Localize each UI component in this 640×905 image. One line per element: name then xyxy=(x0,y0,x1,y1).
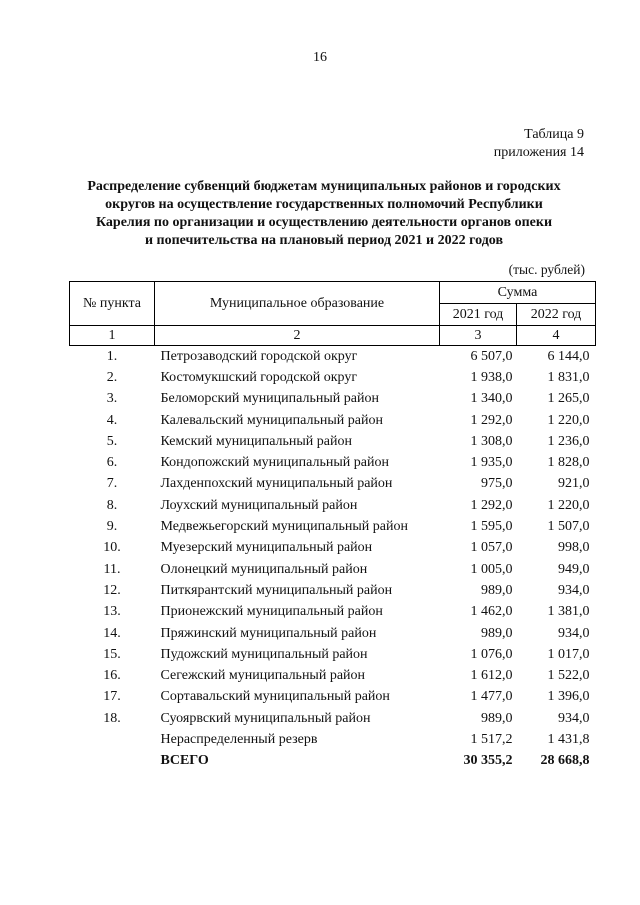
page-number: 16 xyxy=(313,50,327,65)
header-num: № пункта xyxy=(70,282,155,326)
table-row xyxy=(70,580,596,601)
title-line: и попечительства на плановый период 2021 и 2022 годов xyxy=(144,233,504,248)
total-row xyxy=(70,751,596,772)
row-municipality: Петрозаводский городской округ xyxy=(160,348,358,364)
row-municipality: Сортавальский муниципальный район xyxy=(160,689,390,705)
row-2021: 1 612,0 xyxy=(470,668,513,684)
row-2022: 1 831,0 xyxy=(547,369,590,385)
row-2022: 934,0 xyxy=(558,710,590,726)
row-2022: 921,0 xyxy=(558,476,590,492)
header-index-1: 1 xyxy=(70,326,155,346)
row-2021: 1 292,0 xyxy=(470,497,513,513)
row-municipality: Кондопожский муниципальный район xyxy=(160,455,389,471)
row-2022: 1 265,0 xyxy=(547,391,590,407)
table-row xyxy=(70,495,596,516)
table-row xyxy=(70,346,596,368)
row-2021: 1 076,0 xyxy=(470,646,513,662)
row-2022: 949,0 xyxy=(558,561,590,577)
row-2022: 1 236,0 xyxy=(547,433,590,449)
title-line: Карелия по организации и осуществлению деятельности органов опеки xyxy=(95,215,553,230)
row-municipality: Медвежьегорский муниципальный район xyxy=(160,519,408,535)
table-row xyxy=(70,431,596,452)
row-2021: 1 517,2 xyxy=(470,731,513,747)
row-municipality: Олонецкий муниципальный район xyxy=(160,561,368,577)
row-2021: 1 057,0 xyxy=(470,540,513,556)
row-2022: 1 431,8 xyxy=(547,731,590,747)
table-header xyxy=(70,282,596,346)
header-2022: 2022 год xyxy=(517,304,596,326)
row-municipality: Кемский муниципальный район xyxy=(160,433,352,449)
row-municipality: Нераспределенный резерв xyxy=(160,731,318,747)
row-number: 15. xyxy=(103,646,121,662)
row-2022: 1 522,0 xyxy=(547,668,590,684)
row-number: 16. xyxy=(103,668,121,684)
row-2021: 1 340,0 xyxy=(470,391,513,407)
row-number: 10. xyxy=(103,540,121,556)
row-number: 14. xyxy=(103,625,121,641)
row-municipality: Костомукшский городской округ xyxy=(160,369,358,385)
row-number: 3. xyxy=(106,391,118,407)
row-number xyxy=(70,729,155,750)
table-reference xyxy=(494,126,584,162)
table-number: Таблица 9 xyxy=(524,127,584,142)
title-line: округов на осуществление государственных полномочий Республики xyxy=(105,197,543,212)
total-2021: 30 355,2 xyxy=(463,753,513,769)
row-2021: 1 005,0 xyxy=(470,561,513,577)
table-row xyxy=(70,410,596,431)
row-number: 2. xyxy=(106,369,118,385)
row-2021: 1 935,0 xyxy=(470,455,513,471)
appendix-reference: приложения 14 xyxy=(493,145,584,160)
row-number: 6. xyxy=(106,455,118,471)
row-2022: 6 144,0 xyxy=(547,348,590,364)
row-number: 1. xyxy=(106,348,118,364)
table-row xyxy=(70,665,596,686)
row-municipality: Лахденпохский муниципальный район xyxy=(160,476,393,492)
row-2022: 934,0 xyxy=(558,582,590,598)
total-label: ВСЕГО xyxy=(160,753,209,769)
row-municipality: Лоухский муниципальный район xyxy=(160,497,358,513)
row-number: 17. xyxy=(103,689,121,705)
row-2022: 1 396,0 xyxy=(547,689,590,705)
table-row xyxy=(70,538,596,559)
row-number: 9. xyxy=(106,519,118,535)
row-2021: 1 595,0 xyxy=(470,519,513,535)
row-2021: 989,0 xyxy=(481,710,513,726)
row-municipality: Муезерский муниципальный район xyxy=(160,540,373,556)
table-row xyxy=(70,474,596,495)
row-2021: 989,0 xyxy=(481,582,513,598)
row-number: 8. xyxy=(106,497,118,513)
header-index-4: 4 xyxy=(517,326,596,346)
row-municipality: Беломорский муниципальный район xyxy=(160,391,379,407)
row-2021: 1 308,0 xyxy=(470,433,513,449)
row-municipality: Питкярантский муниципальный район xyxy=(160,582,393,598)
row-number: 4. xyxy=(106,412,118,428)
units-label: (тыс. рублей) xyxy=(508,262,585,277)
table-row xyxy=(70,623,596,644)
table-row xyxy=(70,602,596,623)
row-number: 12. xyxy=(103,582,121,598)
row-2022: 1 507,0 xyxy=(547,519,590,535)
row-municipality: Пудожский муниципальный район xyxy=(160,646,368,662)
table-body xyxy=(70,346,596,751)
row-2022: 1 017,0 xyxy=(547,646,590,662)
row-2022: 1 828,0 xyxy=(547,455,590,471)
row-number: 11. xyxy=(103,561,121,577)
row-municipality: Сегежский муниципальный район xyxy=(160,668,366,684)
row-2021: 1 477,0 xyxy=(470,689,513,705)
row-number: 13. xyxy=(103,604,121,620)
table-row xyxy=(70,644,596,665)
row-2021: 1 938,0 xyxy=(470,369,513,385)
row-2021: 6 507,0 xyxy=(470,348,513,364)
total-2022: 28 668,8 xyxy=(540,753,590,769)
subvention-table xyxy=(69,281,596,772)
row-2021: 975,0 xyxy=(481,476,513,492)
table-row xyxy=(70,687,596,708)
table-row xyxy=(70,389,596,410)
row-2021: 1 292,0 xyxy=(470,412,513,428)
title-line: Распределение субвенций бюджетам муниципальных районов и городских xyxy=(87,179,561,194)
table-row xyxy=(70,452,596,473)
row-municipality: Суоярвский муниципальный район xyxy=(160,710,371,726)
row-2022: 1 381,0 xyxy=(547,604,590,620)
header-index-2: 2 xyxy=(155,326,440,346)
row-2022: 934,0 xyxy=(558,625,590,641)
header-index-3: 3 xyxy=(440,326,517,346)
table-row xyxy=(70,708,596,729)
table-row xyxy=(70,729,596,750)
header-sum: Сумма xyxy=(440,282,596,304)
row-municipality: Калевальский муниципальный район xyxy=(160,412,383,428)
table-row xyxy=(70,367,596,388)
table-row xyxy=(70,516,596,537)
row-municipality: Прионежский муниципальный район xyxy=(160,604,383,620)
row-2022: 1 220,0 xyxy=(547,412,590,428)
row-number: 5. xyxy=(106,433,118,449)
row-number: 7. xyxy=(106,476,118,492)
row-2022: 998,0 xyxy=(558,540,590,556)
header-2021: 2021 год xyxy=(440,304,517,326)
table-row xyxy=(70,559,596,580)
header-municipality: Муниципальное образование xyxy=(155,282,440,326)
row-2021: 1 462,0 xyxy=(470,604,513,620)
row-2022: 1 220,0 xyxy=(547,497,590,513)
row-number: 18. xyxy=(103,710,121,726)
row-municipality: Пряжинский муниципальный район xyxy=(160,625,377,641)
document-title xyxy=(64,178,584,250)
row-2021: 989,0 xyxy=(481,625,513,641)
